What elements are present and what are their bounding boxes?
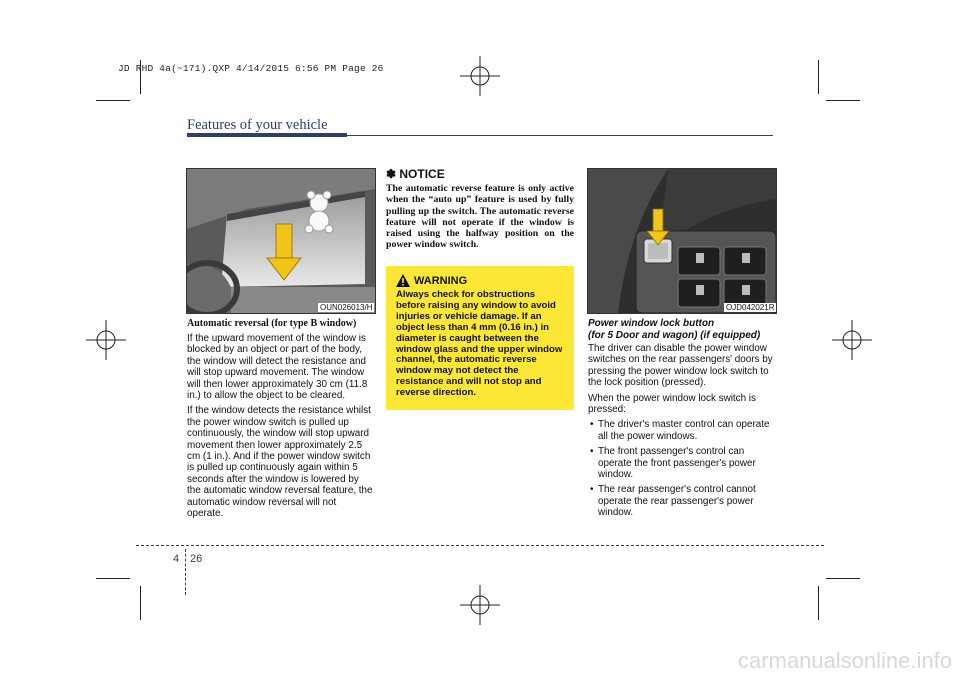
- crop-mark: [818, 60, 819, 94]
- registration-mark-icon: [460, 585, 500, 625]
- figure-code: OUN026013/H: [320, 303, 373, 312]
- print-slug: JD RHD 4a(~171).QXP 4/14/2015 6:56 PM Page 26: [118, 63, 384, 74]
- registration-mark-icon: [86, 320, 126, 360]
- window-lock-switch-photo: [587, 168, 777, 314]
- body-paragraph: When the power window lock switch is pressed:: [588, 392, 756, 416]
- warning-box: [386, 266, 574, 410]
- warning-text: Always check for obstructions before raising any window to avoid injuries or vehicle damage. If an object less than 4 mm (0.16 in.) in diameter is caught between the window glass and the upper window channel, the automatic reverse window may not detect the resistance and will not stop and reverse direction.: [396, 289, 563, 399]
- list-item: • The front passenger's control can operate the front passenger's power window.: [588, 446, 776, 480]
- header-rule: [187, 133, 347, 137]
- footer-rule: [136, 545, 824, 546]
- notice-box: [386, 167, 574, 251]
- page-header-title: Features of your vehicle: [187, 117, 328, 133]
- body-paragraph: If the window detects the resistance whilst the power window switch is pulled up continuously, the window will stop upward movement then lower approximately 2.5 cm (1 in.). And if the power window switch is pulled up continuously again within 5 seconds after the window is lowered by the automatic window reversal feature, the automatic window reversal will not operate.: [187, 405, 373, 520]
- watermark: carmanualsonline.info: [737, 648, 952, 673]
- crop-mark: [96, 100, 130, 101]
- notice-text: The automatic reverse feature is only active when the “auto up” feature is used by fully pulling up the switch. The automatic reverse feature will not operate if the window is raised using the halfway position on the power window switch.: [386, 183, 574, 251]
- footer-divider: [185, 549, 186, 595]
- window-reversal-photo: [186, 168, 376, 314]
- warning-header: [396, 274, 566, 287]
- warning-triangle-icon: [396, 274, 410, 287]
- body-paragraph: If the upward movement of the window is blocked by an object or part of the body, the window will detect the resistance and will stop upward movement. The window will then lower approximately 30 cm (11.8 in.) to allow the object to be cleared.: [187, 333, 368, 402]
- crop-mark: [96, 578, 130, 579]
- list-item: • The rear passenger's control cannot operate the rear passenger's power window.: [588, 484, 776, 518]
- registration-mark-icon: [460, 56, 500, 96]
- section-heading-line2: (for 5 Door and wagon) (if equipped): [588, 329, 761, 341]
- window-lock-section: [588, 318, 776, 523]
- section-heading-line1: Power window lock button: [588, 318, 715, 329]
- section-heading: Automatic reversal (for type B window): [187, 318, 357, 329]
- bullet-list: [588, 419, 776, 518]
- crop-mark: [818, 586, 819, 620]
- crop-mark: [140, 586, 141, 620]
- crop-mark: [826, 578, 860, 579]
- figure-code: OJD042021R: [726, 303, 775, 312]
- registration-mark-icon: [832, 320, 872, 360]
- warning-title: WARNING: [414, 274, 468, 287]
- list-item: • The driver's master control can operate all the power windows.: [588, 419, 776, 442]
- section-heading: [588, 318, 776, 341]
- body-paragraph: The driver can disable the power window switches on the rear passengers' doors by pressing the power window lock switch to the lock position (pressed).: [588, 343, 773, 389]
- automatic-reversal-section: [187, 318, 375, 524]
- crop-mark: [826, 100, 860, 101]
- page-number: 26: [190, 553, 203, 565]
- section-number: 4: [173, 553, 180, 565]
- notice-title: ✽ NOTICE: [386, 167, 445, 181]
- header-rule: [347, 135, 773, 136]
